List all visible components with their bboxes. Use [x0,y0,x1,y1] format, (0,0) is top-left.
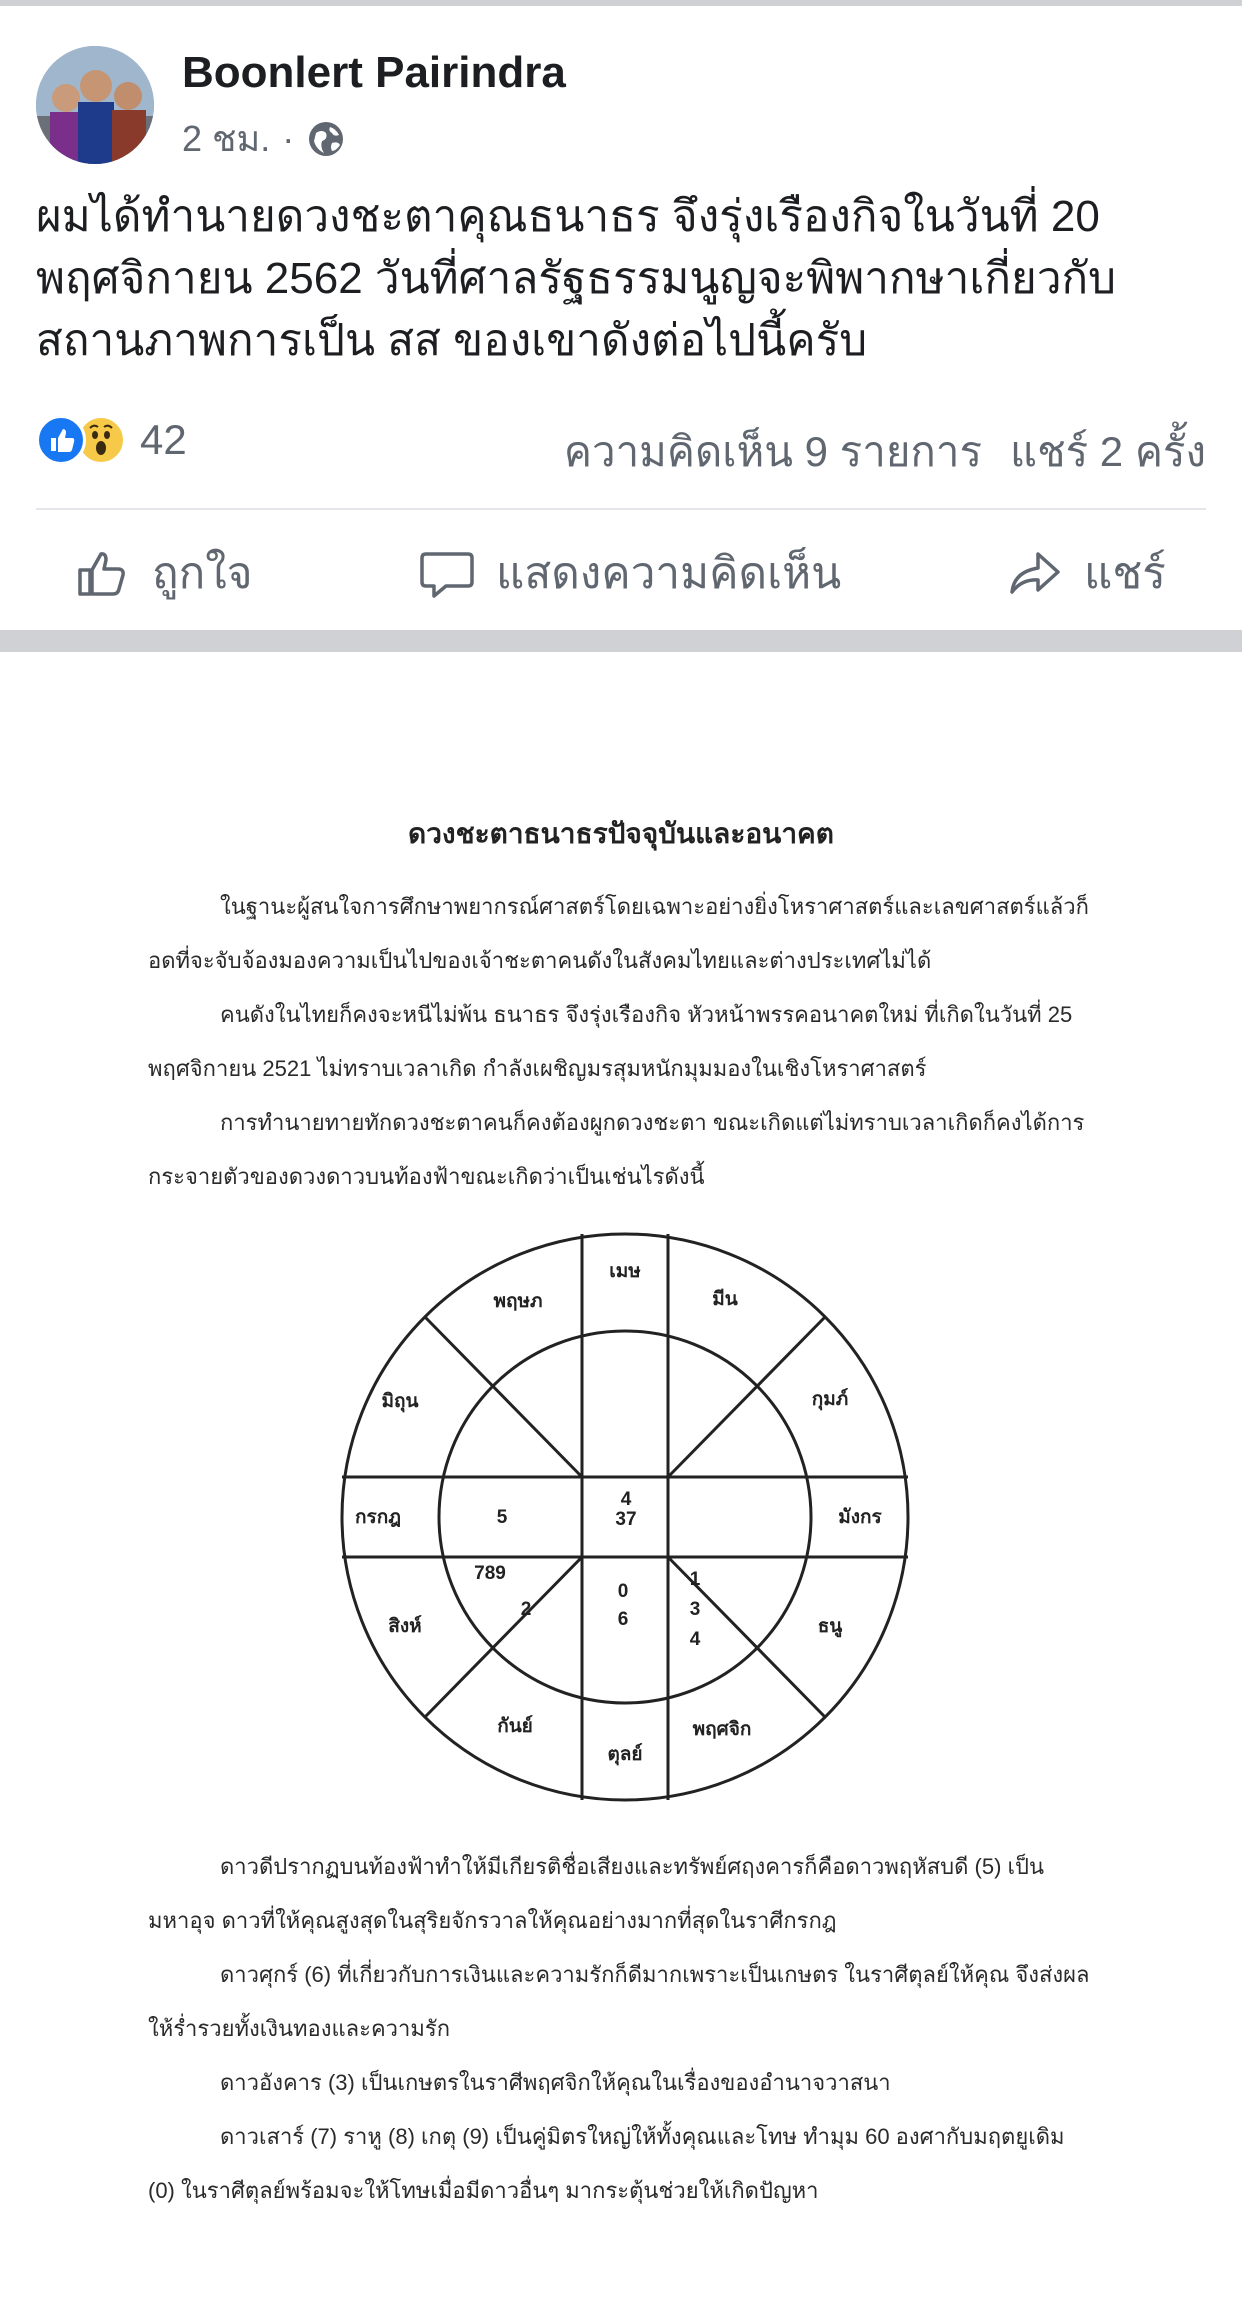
top-border [0,0,1242,6]
document-title: ดวงชะตาธนาธรปัจจุบันและอนาคต [408,818,834,849]
horoscope-chart [330,1227,920,1807]
post-stats [36,415,1206,475]
chart-diagonal-tr [668,1317,825,1477]
share-arrow-icon [1006,544,1064,602]
document-paragraph-2: คนดังในไทยก็คงจะหนีไม่พ้น ธนาธร จึงรุ่งเรืองกิจ หัวหน้าพรรคอนาคตใหม่ ที่เกิดในวันที่ 25 พฤศจิกายน 2521 ไม่ทราบเวลาเกิด กำลังเผชิญมรสุมหนักมุมมองในเชิงโหราศาสตร์ [148,1002,1073,1081]
house-label-mesha: เมษ [609,1261,641,1282]
reactions[interactable] [36,415,187,465]
avatar[interactable] [36,46,154,164]
post-text: ผมได้ทำนายดวงชะตาคุณธนาธร จึงรุ่งเรืองกิจในวันที่ 20 พฤศจิกายน 2562 วันที่ศาลรัฐธรรมนูญจะพิพากษาเกี่ยวกับสถานภาพการเป็น สส ของเขาดังต่อไปนี้ครับ [36,192,1117,365]
post-header [36,46,1206,166]
planet-label-karakata: 5 [496,1507,508,1528]
document-paragraph-5: ดาวศุกร์ (6) ที่เกี่ยวกับการเงินและความรักก็ดีมากเพราะเป็นเกษตร ในราศีตุลย์ให้คุณ จึงส่งผลให้ร่ำรวยทั้งเงินทองและความรัก [148,1962,1090,2041]
engagement-summary [536,419,1206,485]
house-label-kumbha: กุมภ์ [811,1389,849,1410]
document-paragraph-3: การทำนายทายทักดวงชะตาคนก็คงต้องผูกดวงชะตา ขณะเกิดแต่ไม่ทราบเวลาเกิดก็คงได้การกระจายตัวของดวงดาวบนท้องฟ้าขณะเกิดว่าเป็นเช่นไรดังนี้ [148,1110,1085,1189]
house-label-vrischika: พฤศจิก [692,1719,752,1740]
post-meta [182,110,346,167]
comment-button[interactable] [418,520,841,625]
like-button[interactable] [74,520,253,625]
house-label-makara: มังกร [838,1507,882,1528]
post-time[interactable]: 2 ชม. [182,118,271,159]
like-reaction-icon [36,415,86,465]
planet-label-vrischika-c: 4 [689,1629,701,1650]
document-paragraph-1: ในฐานะผู้สนใจการศึกษาพยากรณ์ศาสตร์โดยเฉพาะอย่างยิ่งโหราศาสตร์และเลขศาสตร์แล้วก็อดที่จะจับจ้องมองความเป็นไปของเจ้าชะตาคนดังในสังคมไทยและต่างประเทศไม่ได้ [148,894,1089,973]
comment-bubble-icon [418,544,476,602]
house-label-dhanu: ธนู [817,1616,843,1637]
house-label-singha: สิงห์ [388,1616,422,1637]
avatar-photo-icon [36,46,154,164]
house-label-karakata: กรกฎ [355,1507,401,1528]
attached-document-image[interactable] [0,652,1242,2300]
planet-label-tula-b: 6 [617,1609,629,1630]
share-button[interactable] [1006,520,1166,625]
meta-separator: · [282,117,295,159]
stats-divider [36,508,1206,510]
section-separator [0,630,1242,652]
globe-icon [306,119,346,159]
house-label-meena: มีน [712,1289,738,1310]
planet-label-singha-a: 789 [474,1563,506,1584]
share-count[interactable]: แชร์ 2 ครั้ง [1010,428,1206,475]
house-label-mithuna: มิถุน [381,1391,419,1412]
thumbs-up-icon [74,544,132,602]
house-label-vrishabha: พฤษภ [493,1291,543,1312]
like-label: ถูกใจ [152,548,253,598]
document-paragraph-7: ดาวเสาร์ (7) ราหู (8) เกตุ (9) เป็นคู่มิตรใหญ่ให้ทั้งคุณและโทษ ทำมุม 60 องศากับมฤตยูเดิม (0) ในราศีตุลย์พร้อมจะให้โทษเมื่อมีดาวอื่นๆ มากระตุ้นช่วยให้เกิดปัญหา [148,2124,1065,2203]
house-label-kanya: กันย์ [497,1716,533,1737]
planet-label-singha-b: 2 [520,1599,532,1620]
share-label: แชร์ [1084,548,1166,598]
planet-label-mesha-top: 4 [620,1489,632,1510]
reaction-count: 42 [140,416,187,463]
chart-diagonal-tl [425,1317,582,1477]
planet-label-vrischika-b: 3 [689,1599,701,1620]
planet-label-mesha-bottom: 37 [615,1509,637,1530]
author-name[interactable]: Boonlert Pairindra [182,48,566,97]
action-bar [0,520,1242,625]
document-paragraph-6: ดาวอังคาร (3) เป็นเกษตรในราศีพฤศจิกให้คุณในเรื่องของอำนาจวาสนา [220,2070,891,2095]
comment-label: แสดงความคิดเห็น [496,548,842,598]
comment-count[interactable]: ความคิดเห็น 9 รายการ [563,428,982,475]
document-paragraph-4: ดาวดีปรากฏบนท้องฟ้าทำให้มีเกียรติชื่อเสียงและทรัพย์ศฤงคารก็คือดาวพฤหัสบดี (5) เป็นมหาอุจ ดาวที่ให้คุณสูงสุดในสุริยจักรวาลให้คุณอย่างมากที่สุดในราศีกรกฎ [148,1854,1045,1933]
planet-label-vrischika-a: 1 [689,1569,701,1590]
planet-label-tula-a: 0 [617,1581,629,1602]
house-label-tula: ตุลย์ [607,1744,643,1765]
